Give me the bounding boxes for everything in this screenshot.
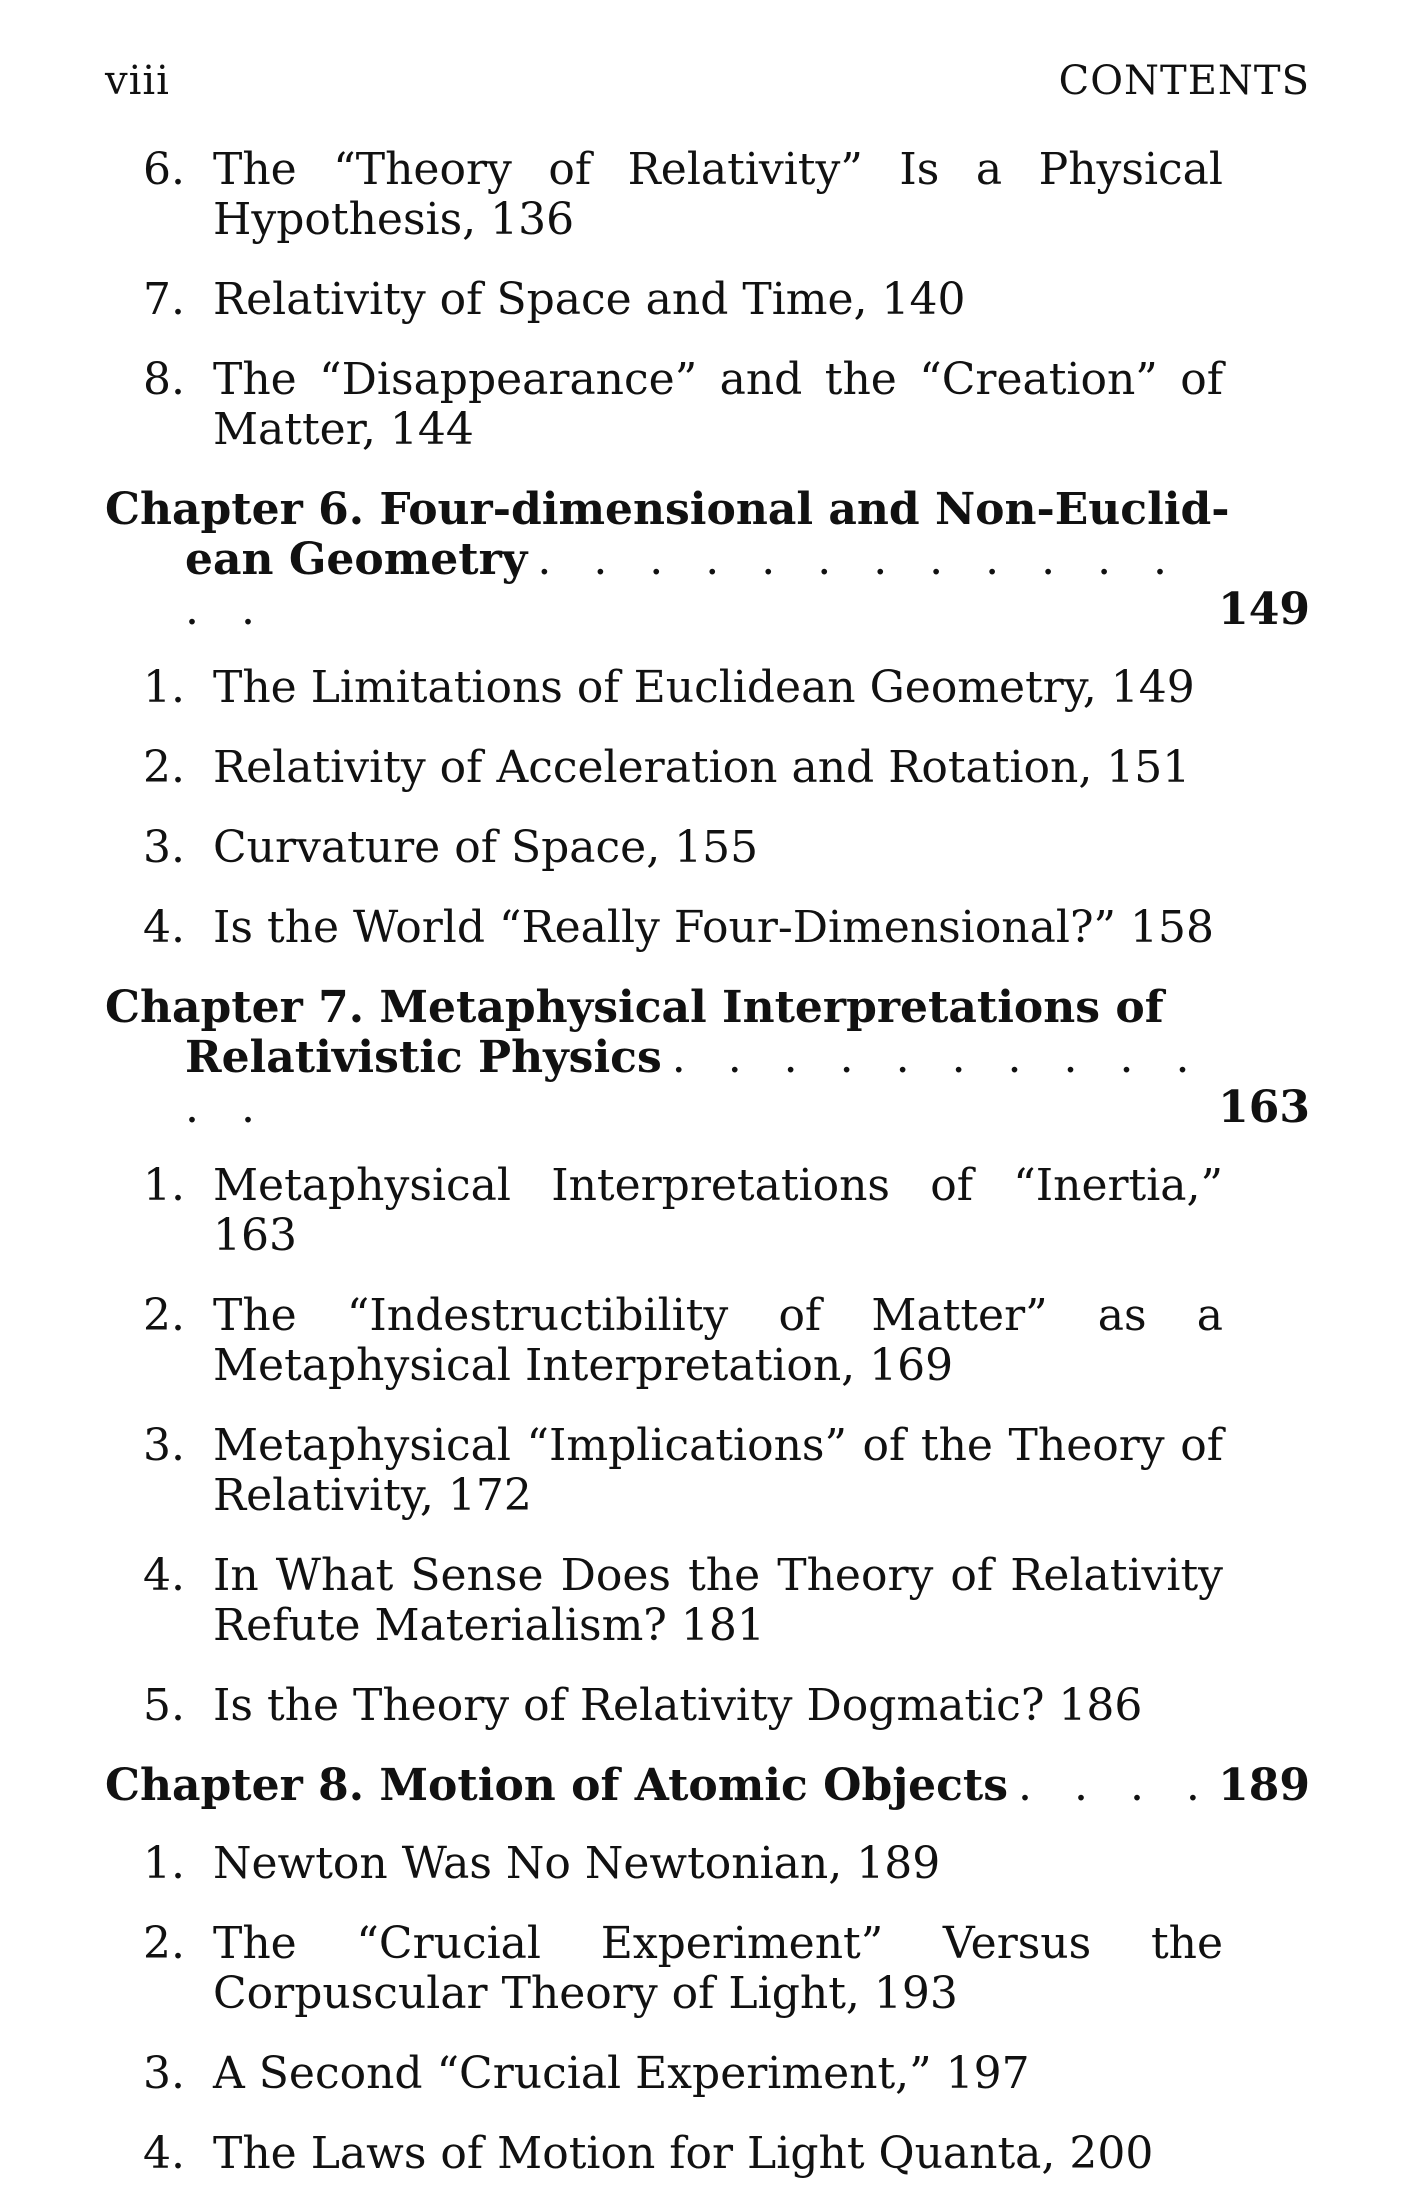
toc-section: [105, 903, 1310, 953]
section-number: 1.: [143, 1160, 185, 1211]
chapter-page-number: 189: [1218, 1760, 1310, 1811]
section-number: 4.: [143, 902, 185, 953]
section-title: Is the World “Really Four-Dimensional?” 158: [213, 902, 1214, 953]
toc-section: [105, 1161, 1310, 1261]
section-title: The “Disappearance” and the “Creation” of Matter, 144: [213, 354, 1223, 455]
dot-leader: . . . . . . . . . . . . . .: [185, 534, 1182, 635]
section-title: The Laws of Motion for Light Quanta, 200: [213, 2128, 1154, 2179]
section-title: The Limitations of Euclidean Geometry, 149: [213, 662, 1195, 713]
toc-section: [105, 823, 1310, 873]
chapter-heading-continued: [105, 1033, 1230, 1133]
section-title: In What Sense Does the Theory of Relativity Refute Materialism? 181: [213, 1550, 1223, 1651]
section-title: The “Theory of Relativity” Is a Physical Hypothesis, 136: [213, 144, 1223, 245]
section-title: Relativity of Acceleration and Rotation, 151: [213, 742, 1191, 793]
section-number: 7.: [143, 274, 185, 325]
chapter-heading: Chapter 6. Four-dimensional and Non-Euclid-: [105, 484, 1230, 535]
toc-section: [105, 663, 1310, 713]
section-number: 2.: [143, 742, 185, 793]
chapter-page-number: 149: [1218, 584, 1310, 635]
running-title: CONTENTS: [1058, 58, 1310, 104]
toc-section: [105, 1919, 1310, 2019]
toc-section: [105, 2129, 1310, 2179]
section-number: 5.: [143, 1680, 185, 1731]
section-number: 2.: [143, 1918, 185, 1969]
section-number: 8.: [143, 354, 185, 405]
toc-chapter: [105, 983, 1310, 1133]
toc-section: [105, 743, 1310, 793]
toc-section: [105, 1291, 1310, 1391]
section-number: 6.: [143, 144, 185, 195]
section-number: 2.: [143, 1290, 185, 1341]
section-number: 4.: [143, 2128, 185, 2179]
section-title: Curvature of Space, 155: [213, 822, 759, 873]
section-number: 1.: [143, 1838, 185, 1889]
section-title: Metaphysical “Implications” of the Theory of Relativity, 172: [213, 1420, 1223, 1521]
toc-section: [105, 1421, 1310, 1521]
section-title: The “Indestructibility of Matter” as a Metaphysical Interpretation, 169: [213, 1290, 1223, 1391]
toc-chapter: [105, 1761, 1310, 1811]
section-number: 1.: [143, 662, 185, 713]
chapter-heading-rest: ean Geometry: [185, 534, 528, 585]
chapter-heading-continued: [105, 535, 1230, 635]
chapter-heading-rest: Relativistic Physics: [185, 1032, 662, 1083]
toc-section: [105, 145, 1310, 245]
chapter-heading: Chapter 7. Metaphysical Interpretations of: [105, 982, 1164, 1033]
toc-section: [105, 1681, 1310, 1731]
page-folio: viii: [105, 58, 170, 104]
section-title: Is the Theory of Relativity Dogmatic? 186: [213, 1680, 1143, 1731]
section-number: 3.: [143, 2048, 185, 2099]
section-number: 3.: [143, 1420, 185, 1471]
section-title: Metaphysical Interpretations of “Inertia,” 163: [213, 1160, 1223, 1261]
chapter-heading: Chapter 8. Motion of Atomic Objects: [105, 1760, 1009, 1811]
dot-leader: . . . .: [1018, 1760, 1214, 1811]
toc-section: [105, 2049, 1310, 2099]
page-header: [105, 58, 1310, 108]
section-number: 4.: [143, 1550, 185, 1601]
section-number: 3.: [143, 822, 185, 873]
toc-section: [105, 1839, 1310, 1889]
toc-chapter: [105, 485, 1310, 635]
toc-section: [105, 275, 1310, 325]
section-title: Relativity of Space and Time, 140: [213, 274, 966, 325]
section-title: The “Crucial Experiment” Versus the Corpuscular Theory of Light, 193: [213, 1918, 1223, 2019]
toc-section: [105, 355, 1310, 455]
dot-leader: . . . . . . . . . . . .: [185, 1032, 1204, 1133]
section-title: A Second “Crucial Experiment,” 197: [213, 2048, 1030, 2099]
chapter-page-number: 163: [1218, 1082, 1310, 1133]
section-title: Newton Was No Newtonian, 189: [213, 1838, 941, 1889]
table-of-contents: [105, 145, 1310, 2209]
toc-section: [105, 1551, 1310, 1651]
